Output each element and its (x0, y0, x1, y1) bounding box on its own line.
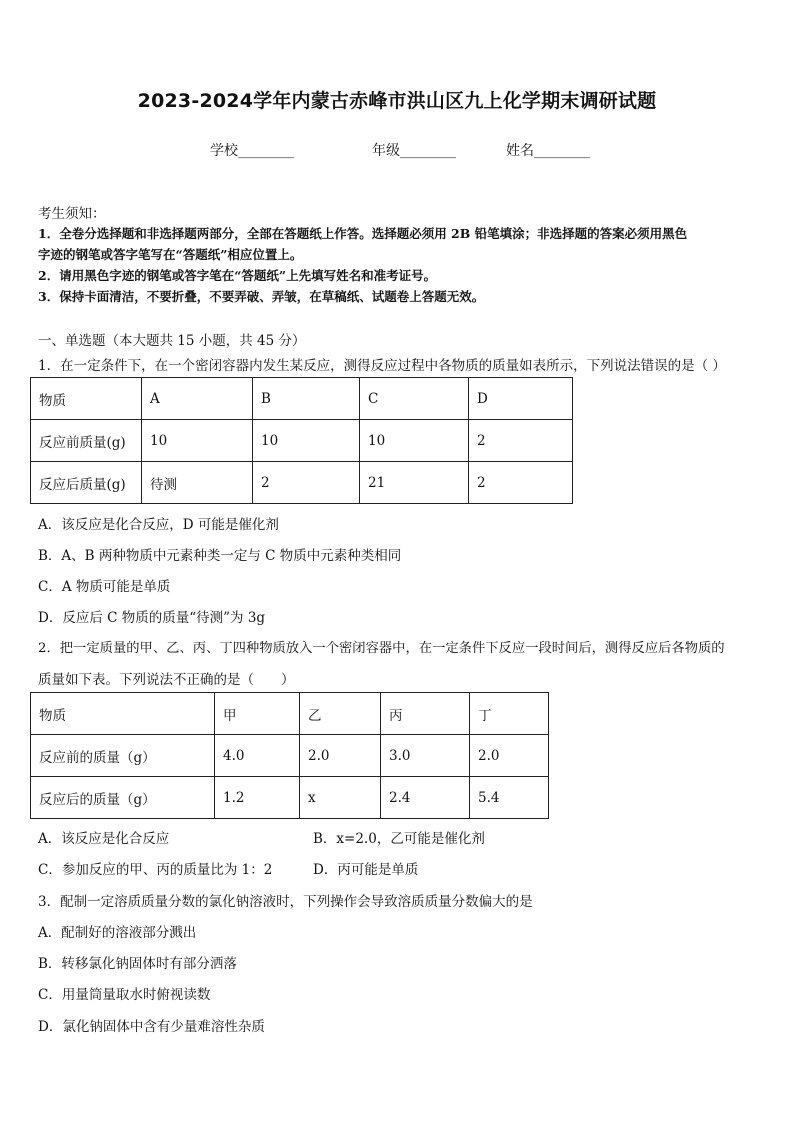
table-cell: 反应前的质量（g） (31, 735, 215, 777)
table-cell: 待测 (142, 462, 253, 504)
notice-item-1-line-1: 1．全卷分选择题和非选择题两部分，全部在答题纸上作答。选择题必须用 2B 铅笔填涂；非选择题的答案必须用黑色 (38, 226, 688, 241)
table-cell: 2.0 (300, 735, 381, 777)
q3-option-b: B．转移氯化钠固体时有部分洒落 (38, 956, 237, 972)
table-cell: 2.4 (381, 777, 470, 819)
q2-option-b: B．x=2.0，乙可能是催化剂 (313, 831, 485, 847)
grade-field: 年级________ (372, 143, 456, 159)
table-cell: B (253, 378, 360, 420)
table-cell: 乙 (300, 693, 381, 735)
table-cell: A (142, 378, 253, 420)
table-cell: 5.4 (470, 777, 549, 819)
table-cell: 21 (360, 462, 469, 504)
table-cell: 1.2 (215, 777, 300, 819)
table-cell: 反应前质量(g) (31, 420, 142, 462)
table-row (31, 420, 573, 462)
q2-stem-line-1: 2．把一定质量的甲、乙、丙、丁四种物质放入一个密闭容器中，在一定条件下反应一段时间后，测得反应后各物质的 (38, 641, 725, 656)
table-cell: 甲 (215, 693, 300, 735)
table-cell: x (300, 777, 381, 819)
q1-stem: 1．在一定条件下，在一个密闭容器内发生某反应，测得反应过程中各物质的质量如表所示，下列说法错误的是（ ） (38, 358, 726, 374)
table-cell: 2 (469, 420, 573, 462)
table-cell: 4.0 (215, 735, 300, 777)
q1-option-d: D．反应后 C 物质的质量“待测”为 3g (38, 610, 266, 626)
table-cell: C (360, 378, 469, 420)
table-cell: 反应后的质量（g） (31, 777, 215, 819)
table-row (31, 777, 549, 819)
table-row (31, 378, 573, 420)
q3-option-a: A．配制好的溶液部分溅出 (38, 925, 197, 941)
table-cell: 2.0 (470, 735, 549, 777)
table-cell: 10 (360, 420, 469, 462)
table-cell: 丁 (470, 693, 549, 735)
table-cell: 10 (142, 420, 253, 462)
table-row (31, 693, 549, 735)
table-cell: 10 (253, 420, 360, 462)
q1-table (30, 377, 573, 504)
table-row (31, 735, 549, 777)
q2-option-c: C．参加反应的甲、丙的质量比为 1：2 (38, 862, 273, 878)
notice-item-1-line-2: 字迹的钢笔或答字笔写在“答题纸”相应位置上。 (38, 247, 303, 262)
q1-option-a: A．该反应是化合反应，D 可能是催化剂 (38, 517, 279, 533)
table-row (31, 462, 573, 504)
table-cell: 2 (469, 462, 573, 504)
table-cell: 3.0 (381, 735, 470, 777)
table-cell: 丙 (381, 693, 470, 735)
notice-item-3: 3．保持卡面清洁，不要折叠，不要弄破、弄皱，在草稿纸、试题卷上答题无效。 (38, 289, 485, 304)
table-cell: 物质 (31, 693, 215, 735)
name-field: 姓名________ (506, 143, 590, 159)
q3-stem: 3．配制一定溶质质量分数的氯化钠溶液时，下列操作会导致溶质质量分数偏大的是 (38, 894, 533, 910)
q2-stem-line-2: 质量如下表。下列说法不正确的是（ ） (38, 672, 295, 688)
q3-option-c: C．用量筒量取水时俯视读数 (38, 987, 211, 1003)
q2-option-d: D．丙可能是单质 (313, 862, 419, 878)
table-cell: D (469, 378, 573, 420)
notice-heading: 考生须知： (38, 206, 106, 222)
q2-table (30, 692, 549, 819)
section-heading: 一、单选题（本大题共 15 小题，共 45 分） (38, 333, 306, 349)
school-field: 学校________ (210, 143, 294, 159)
q3-option-d: D．氯化钠固体中含有少量难溶性杂质 (38, 1019, 265, 1035)
q1-option-c: C．A 物质可能是单质 (38, 579, 171, 595)
q1-option-b: B．A、B 两种物质中元素种类一定与 C 物质中元素种类相同 (38, 548, 402, 564)
table-cell: 物质 (31, 378, 142, 420)
page-title: 2023-2024学年内蒙古赤峰市洪山区九上化学期末调研试题 (137, 90, 657, 112)
table-cell: 2 (253, 462, 360, 504)
q2-option-a: A．该反应是化合反应 (38, 831, 170, 847)
table-cell: 反应后质量(g) (31, 462, 142, 504)
notice-item-2: 2．请用黑色字迹的钢笔或答字笔在“答题纸”上先填写姓名和准考证号。 (38, 268, 437, 283)
